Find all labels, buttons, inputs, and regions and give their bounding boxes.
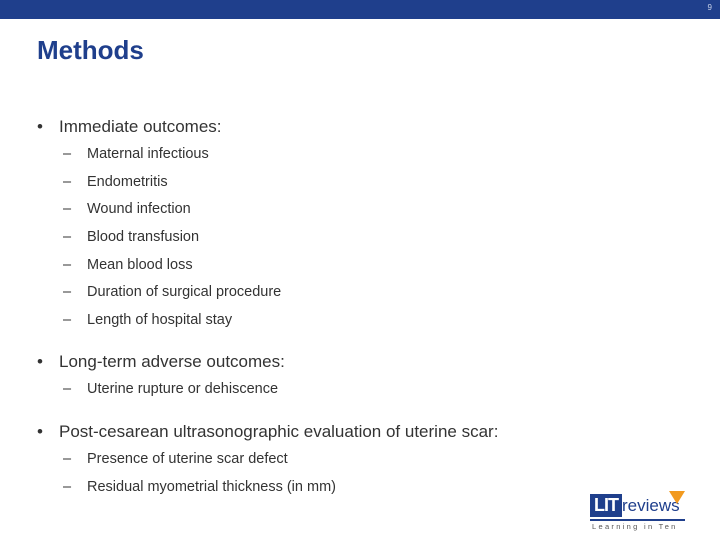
- bullet-marker: •: [37, 422, 43, 441]
- bullet-text: Immediate outcomes:: [59, 117, 222, 136]
- bullet-long-term-outcomes: [37, 352, 285, 372]
- sub-text: Duration of surgical procedure: [87, 284, 282, 300]
- sub-item: [63, 146, 209, 162]
- sub-item: [63, 312, 232, 328]
- sub-marker: –: [63, 229, 72, 245]
- sub-text: Mean blood loss: [87, 257, 193, 273]
- sub-item: [63, 451, 288, 467]
- sub-text: Uterine rupture or dehiscence: [87, 381, 279, 397]
- sub-marker: –: [63, 201, 72, 217]
- sub-text: Presence of uterine scar defect: [87, 451, 288, 467]
- sub-text: Blood transfusion: [87, 229, 200, 245]
- sub-text: Residual myometrial thickness (in mm): [87, 479, 336, 495]
- logo-tagline: Learning in Ten: [592, 522, 678, 531]
- sub-marker: –: [63, 381, 72, 397]
- sub-item: [63, 229, 199, 245]
- sub-marker: –: [63, 174, 72, 190]
- sub-text: Maternal infectious: [87, 146, 209, 162]
- logo-underline: [590, 519, 685, 521]
- sub-marker: –: [63, 146, 72, 162]
- sub-marker: –: [63, 284, 72, 300]
- bullet-immediate-outcomes: [37, 117, 222, 137]
- litreviews-logo: [590, 491, 690, 535]
- sub-item: [63, 284, 281, 300]
- sub-item: [63, 257, 193, 273]
- sub-marker: –: [63, 257, 72, 273]
- bullet-text: Long-term adverse outcomes:: [59, 352, 285, 371]
- top-banner: [0, 0, 720, 19]
- sub-item: [63, 381, 278, 397]
- sub-marker: –: [63, 479, 72, 495]
- bullet-ultrasonographic-evaluation: [37, 422, 498, 442]
- slide-number: 9: [707, 3, 712, 12]
- sub-item: [63, 201, 191, 217]
- sub-text: Endometritis: [87, 174, 168, 190]
- sub-marker: –: [63, 451, 72, 467]
- sub-text: Length of hospital stay: [87, 312, 233, 328]
- bullet-text: Post-cesarean ultrasonographic evaluation of uterine scar:: [59, 422, 499, 441]
- sub-item: [63, 174, 168, 190]
- bullet-marker: •: [37, 117, 43, 136]
- sub-text: Wound infection: [87, 201, 191, 217]
- bullet-marker: •: [37, 352, 43, 371]
- sub-marker: –: [63, 312, 72, 328]
- logo-reviews: reviews: [622, 496, 680, 515]
- logo-lit: LIT: [590, 494, 622, 517]
- sub-item: [63, 479, 336, 495]
- flag-icon: [669, 491, 685, 504]
- slide-title: Methods: [37, 35, 144, 65]
